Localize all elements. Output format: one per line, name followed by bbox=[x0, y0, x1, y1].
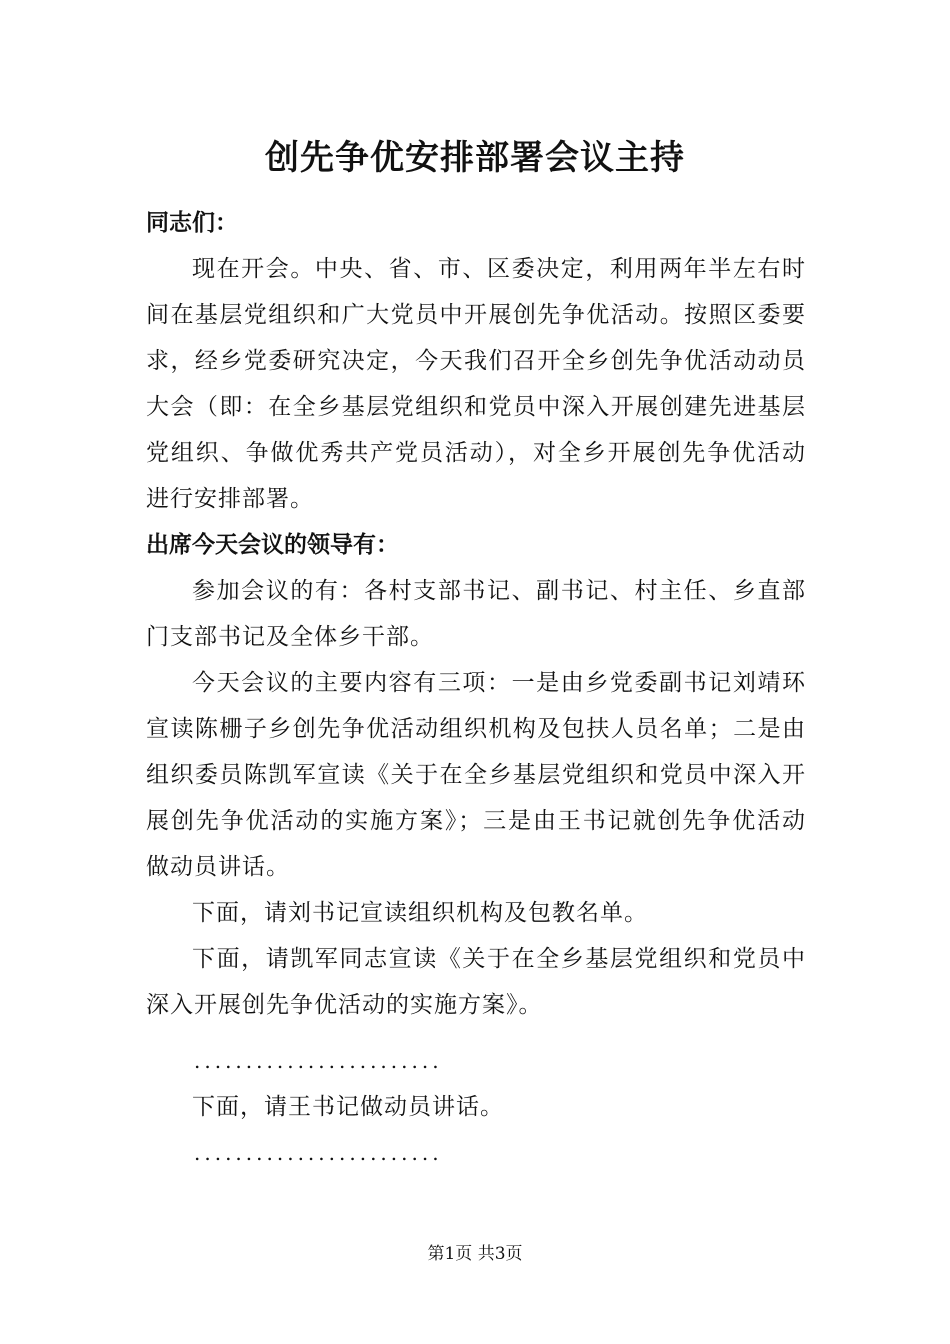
paragraph-step-1: 下面，请刘书记宣读组织机构及包教名单。 bbox=[192, 900, 648, 926]
paragraph-step-3: 下面，请王书记做动员讲话。 bbox=[192, 1094, 504, 1120]
leaders-heading: 出席今天会议的领导有： bbox=[146, 531, 399, 558]
paragraph-attendees: 参加会议的有：各村支部书记、副书记、村主任、乡直部门支部书记及全体乡干部。 bbox=[146, 578, 806, 650]
paragraph-agenda: 今天会议的主要内容有三项：一是由乡党委副书记刘靖环宣读陈栅子乡创先争优活动组织机构及包扶人员名单；二是由组织委员陈凯军宣读《关于在全乡基层党组织和党员中深入开展创先争优活动的实施方案》；三是由王书记就创先争优活动做动员讲话。 bbox=[146, 670, 806, 880]
page-footer: 第1页 共3页 bbox=[427, 1244, 523, 1264]
salutation: 同志们： bbox=[146, 209, 238, 236]
document-title: 创先争优安排部署会议主持 bbox=[265, 138, 685, 178]
ellipsis-line-1: ........................ bbox=[194, 1049, 443, 1073]
paragraph-step-2: 下面，请凯军同志宣读《关于在全乡基层党组织和党员中深入开展创先争优活动的实施方案》。 bbox=[146, 946, 806, 1018]
document-body bbox=[146, 200, 806, 1176]
spacer bbox=[146, 1028, 806, 1038]
ellipsis-line-2: ........................ bbox=[194, 1141, 443, 1165]
paragraph-opening: 现在开会。中央、省、市、区委决定，利用两年半左右时间在基层党组织和广大党员中开展创先争优活动。按照区委要求，经乡党委研究决定，今天我们召开全乡创先争优活动动员大会（即：在全乡基层党组织和党员中深入开展创建先进基层党组织、争做优秀共产党员活动），对全乡开展创先争优活动进行安排部署。 bbox=[146, 256, 806, 512]
